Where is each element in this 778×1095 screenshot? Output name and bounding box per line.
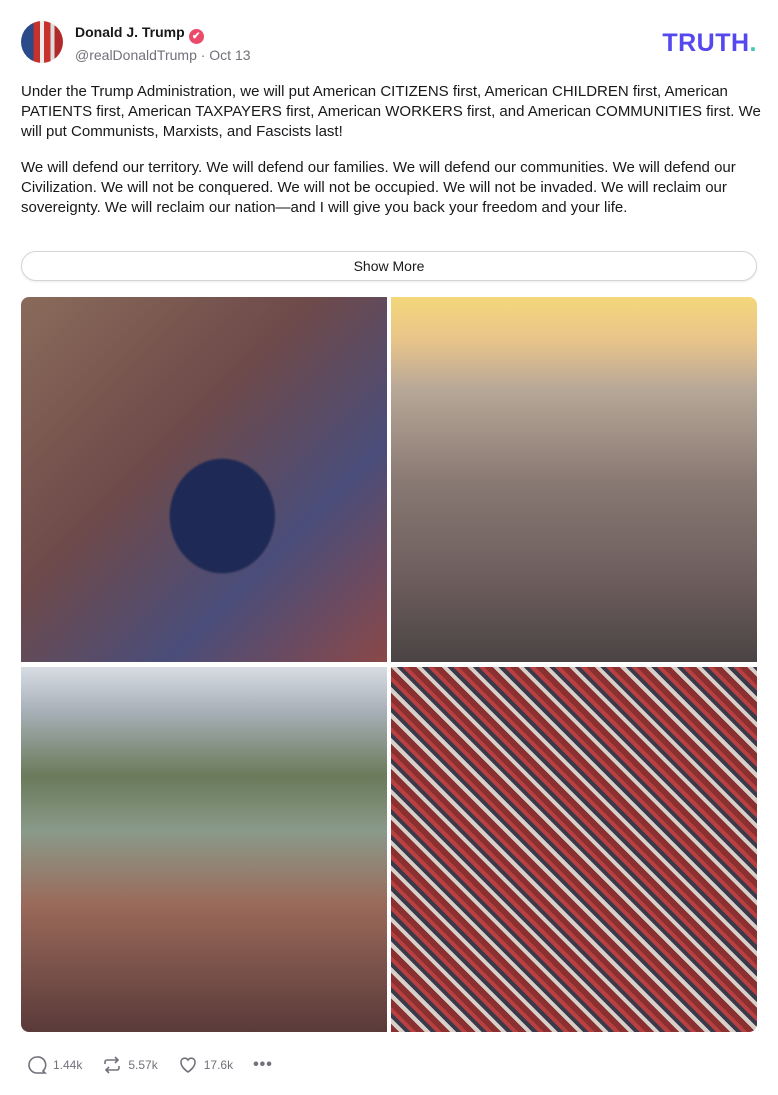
reply-button[interactable] (27, 1055, 82, 1075)
post-text (21, 82, 761, 234)
avatar[interactable] (21, 21, 63, 63)
heart-icon (178, 1055, 198, 1075)
author-name[interactable]: Donald J. Trump ✔ (75, 24, 204, 44)
verified-icon: ✔ (189, 29, 204, 44)
retruth-button[interactable] (102, 1055, 157, 1075)
reply-count: 1.44k (53, 1058, 83, 1072)
rally-photo-crowd-wide[interactable] (391, 667, 757, 1032)
retruth-icon (102, 1055, 122, 1075)
like-button[interactable] (178, 1055, 233, 1075)
more-options-icon[interactable]: ••• (253, 1056, 273, 1073)
post-actions (27, 1055, 273, 1075)
reply-icon (27, 1055, 47, 1075)
show-more-button[interactable]: Show More (21, 251, 757, 281)
post-paragraph: We will defend our territory. We will defend our families. We will defend our communities. We will defend our Civilization. We will not be conquered. We will not be occupied. We will not be invaded. We will reclaim our sovereignty. We will reclaim our nation—and I will give you back your freedom and your life. (21, 159, 736, 216)
rally-photo-crowd-sunset[interactable] (391, 297, 757, 662)
post-paragraph: Under the Trump Administration, we will put American CITIZENS first, American CHILDREN first, American PATIENTS first, American TAXPAYERS first, American WORKERS first, and American COMMUNITIES first. We will put Communists, Marxists, and Fascists last! (21, 83, 761, 140)
rally-photo-speaker[interactable] (21, 297, 387, 662)
like-count: 17.6k (203, 1058, 234, 1072)
post-header (21, 21, 757, 65)
rally-photo-crowd-phones[interactable] (21, 667, 387, 1032)
truth-logo[interactable]: TRUTH. (662, 29, 757, 57)
retruth-count: 5.57k (128, 1058, 158, 1072)
author-handle-date[interactable]: @realDonaldTrump · Oct 13 (75, 47, 251, 63)
